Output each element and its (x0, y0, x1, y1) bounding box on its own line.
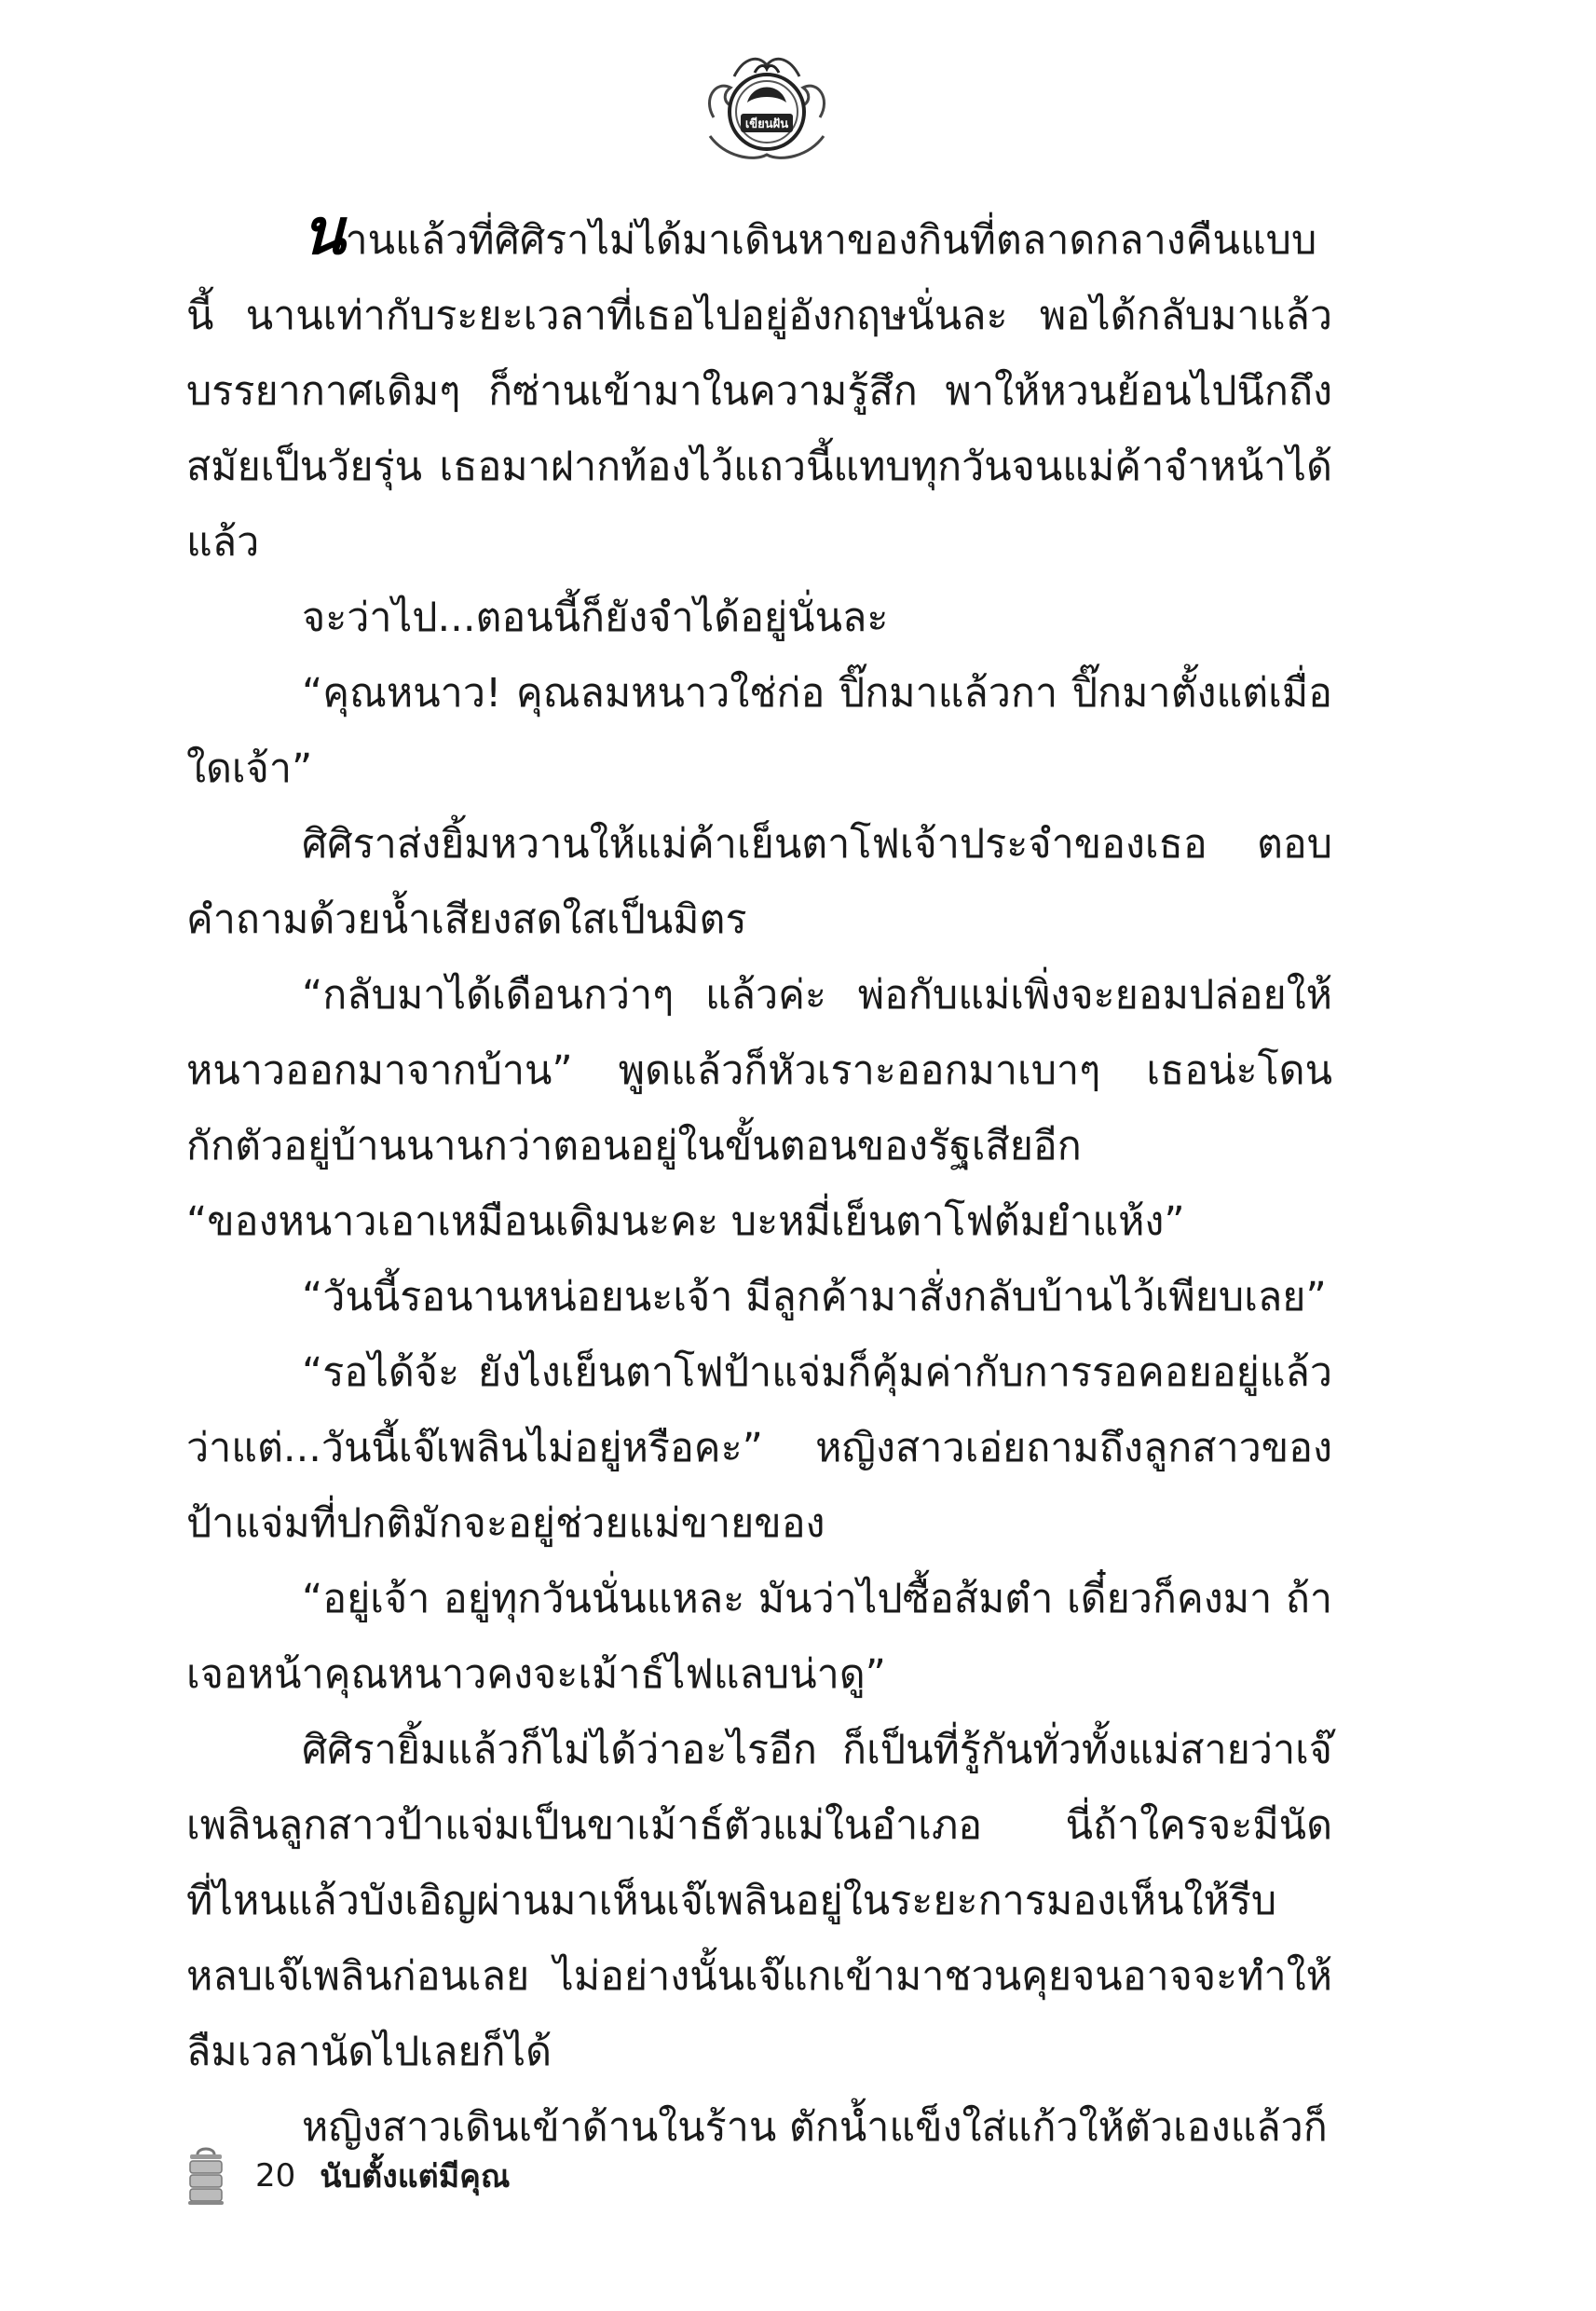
paragraph-1-text: านแล้วที่ศิศิราไม่ได้มาเดินหาของกินที่ตลาดกลางคืนแบบนี้ นานเท่ากับระยะเวลาที่เธอไปอยู่อังกฤษนั่นละ พอได้กลับมาแล้วบรรยากาศเดิมๆ ก็ซ่านเข้ามาในความรู้สึก พาให้หวนย้อนไปนึกถึงสมัยเป็นวัยรุ่น เธอมาฝากท้องไว้แถวนี้แทบทุกวันจนแม่ค้าจำหน้าได้แล้ว (186, 217, 1332, 566)
ornamental-emblem-icon (697, 45, 837, 175)
paragraph-8: “รอได้จ้ะ ยังไงเย็นตาโฟป้าแจ่มก็คุ้มค่ากับการรอคอยอยู่แล้ว ว่าแต่...วันนี้เจ๊เพลินไม่อยู่หรือคะ” หญิงสาวเอ่ยถามถึงลูกสาวของป้าแจ่มที่ปกติมักจะอยู่ช่วยแม่ขายของ (186, 1349, 1332, 1547)
paragraph-7: “วันนี้รอนานหน่อยนะเจ้า มีลูกค้ามาสั่งกลับบ้านไว้เพียบเลย” (302, 1274, 1327, 1320)
paragraph-6: “ของหนาวเอาเหมือนเดิมนะคะ บะหมี่เย็นตาโฟต้มยำแห้ง” (186, 1198, 1185, 1245)
paragraph-1 (186, 195, 1332, 581)
paragraph-5: “กลับมาได้เดือนกว่าๆ แล้วค่ะ พ่อกับแม่เพิ่งจะยอมปล่อยให้หนาวออกมาจากบ้าน” พูดแล้วก็หัวเราะออกมาเบาๆ เธอน่ะโดนกักตัวอยู่บ้านนานกว่าตอนอยู่ในขั้นตอนของรัฐเสียอีก (186, 972, 1332, 1169)
page-footer (186, 2143, 510, 2208)
paragraph-9: “อยู่เจ้า อยู่ทุกวันนั่นแหละ มันว่าไปซื้อส้มตำ เดี๋ยวก็คงมา ถ้าเจอหน้าคุณหนาวคงจะเม้าธ์ไฟแลบน่าดู” (186, 1576, 1332, 1698)
paragraph-10: ศิศิรายิ้มแล้วก็ไม่ได้ว่าอะไรอีก ก็เป็นที่รู้กันทั่วทั้งแม่สายว่าเจ๊เพลินลูกสาวป้าแจ่มเป็นขาเม้าธ์ตัวแม่ในอำเภอ นี่ถ้าใครจะมีนัดที่ไหนแล้วบังเอิญผ่านมาเห็นเจ๊เพลินอยู่ในระยะการมองเห็นให้รีบหลบเจ๊เพลินก่อนเลย ไม่อย่างนั้นเจ๊แกเข้ามาชวนคุยจนอาจจะทำให้ลืมเวลานัดไปเลยก็ได้ (186, 1727, 1332, 2075)
paragraph-2: จะว่าไป...ตอนนี้ก็ยังจำได้อยู่นั่นละ (302, 595, 889, 641)
publisher-logo (697, 45, 837, 175)
food-tiffin-carrier-icon (186, 2145, 225, 2207)
page-number: 20 (255, 2157, 296, 2195)
paragraph-11: หญิงสาวเดินเข้าด้านในร้าน ตักน้ำแข็งใส่แก้วให้ตัวเองแล้วก็ (302, 2104, 1328, 2151)
book-title: นับตั้งแต่มีคุณ (320, 2158, 511, 2195)
drop-cap: น (302, 195, 346, 269)
paragraph-3: “คุณหนาว! คุณลมหนาวใช่ก่อ ปิ๊กมาแล้วกา ปิ๊กมาตั้งแต่เมื่อใดเจ้า” (186, 670, 1332, 792)
logo-text: เขียนฝัน (744, 117, 789, 131)
paragraph-4: ศิศิราส่งยิ้มหวานให้แม่ค้าเย็นตาโฟเจ้าประจำของเธอ ตอบคำถามด้วยน้ำเสียงสดใสเป็นมิตร (186, 821, 1332, 943)
body-text (186, 195, 1332, 2166)
